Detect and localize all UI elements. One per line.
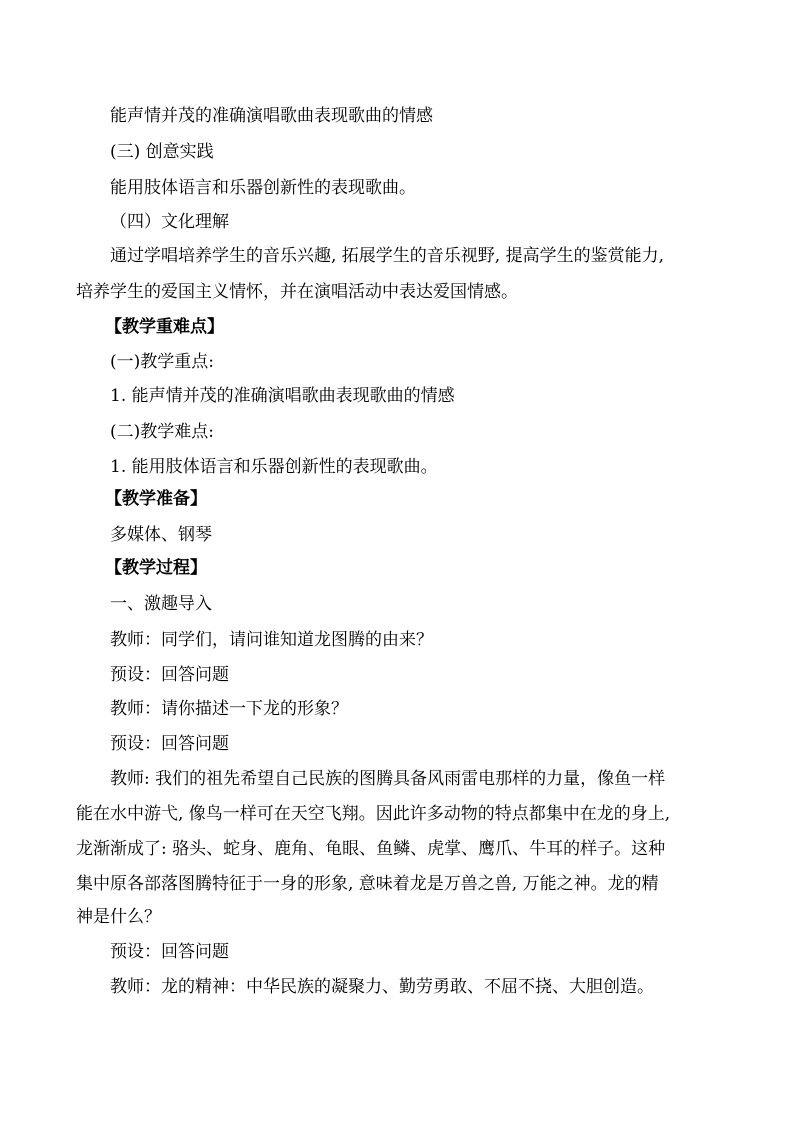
- subheading-difficulty: (二)教学难点:: [110, 422, 214, 442]
- paragraph-line: 龙渐渐成了: 骆头、蛇身、鹿角、龟眼、鱼鳞、虎掌、鹰爪、牛耳的样子。这种: [76, 839, 666, 859]
- paragraph-line: 神是什么？: [76, 907, 161, 927]
- heading-teaching-key-points: 【教学重难点】: [105, 317, 224, 337]
- dialogue-line: 教师：同学们，请问谁知道龙图腾的由来？: [110, 630, 433, 650]
- dialogue-line: 预设：回答问题: [110, 942, 229, 962]
- dialogue-line: 预设：回答问题: [110, 734, 229, 754]
- dialogue-line: 教师: 我们的祖先希望自己民族的图腾具备风雨雷电那样的力量，像鱼一样: [110, 769, 666, 789]
- paragraph-line: 能在水中游弋, 像鸟一样可在天空飞翔。因此许多动物的特点都集中在龙的身上,: [76, 804, 671, 824]
- objective-line: 能声情并茂的准确演唱歌曲表现歌曲的情感: [110, 106, 433, 126]
- paragraph-line: 培养学生的爱国主义情怀，并在演唱活动中表达爱国情感。: [76, 282, 518, 302]
- section-heading-cultural-understanding: （四）文化理解: [110, 212, 229, 232]
- subheading-introduction: 一、激趣导入: [110, 594, 212, 614]
- subheading-key-point: (一)教学重点:: [110, 352, 214, 372]
- list-item: 1. 能用肢体语言和乐器创新性的表现歌曲。: [110, 457, 438, 477]
- heading-teaching-process: 【教学过程】: [105, 558, 207, 578]
- paragraph-line: 集中原各部落图腾特征于一身的形象, 意味着龙是万兽之兽, 万能之神。龙的精: [76, 874, 659, 894]
- section-heading-creative-practice: (三) 创意实践: [110, 142, 214, 162]
- dialogue-line: 教师：龙的精神：中华民族的凝聚力、勤劳勇敢、不屈不挠、大胆创造。: [110, 977, 654, 997]
- dialogue-line: 预设：回答问题: [110, 665, 229, 685]
- paragraph-line: 通过学唱培养学生的音乐兴趣, 拓展学生的音乐视野, 提高学生的鉴赏能力,: [110, 246, 665, 266]
- paragraph-line: 能用肢体语言和乐器创新性的表现歌曲。: [110, 178, 416, 198]
- heading-teaching-preparation: 【教学准备】: [105, 489, 207, 509]
- dialogue-line: 教师：请你描述一下龙的形象？: [110, 699, 348, 719]
- paragraph-line: 多媒体、钢琴: [110, 525, 212, 545]
- list-item: 1. 能声情并茂的准确演唱歌曲表现歌曲的情感: [110, 386, 455, 406]
